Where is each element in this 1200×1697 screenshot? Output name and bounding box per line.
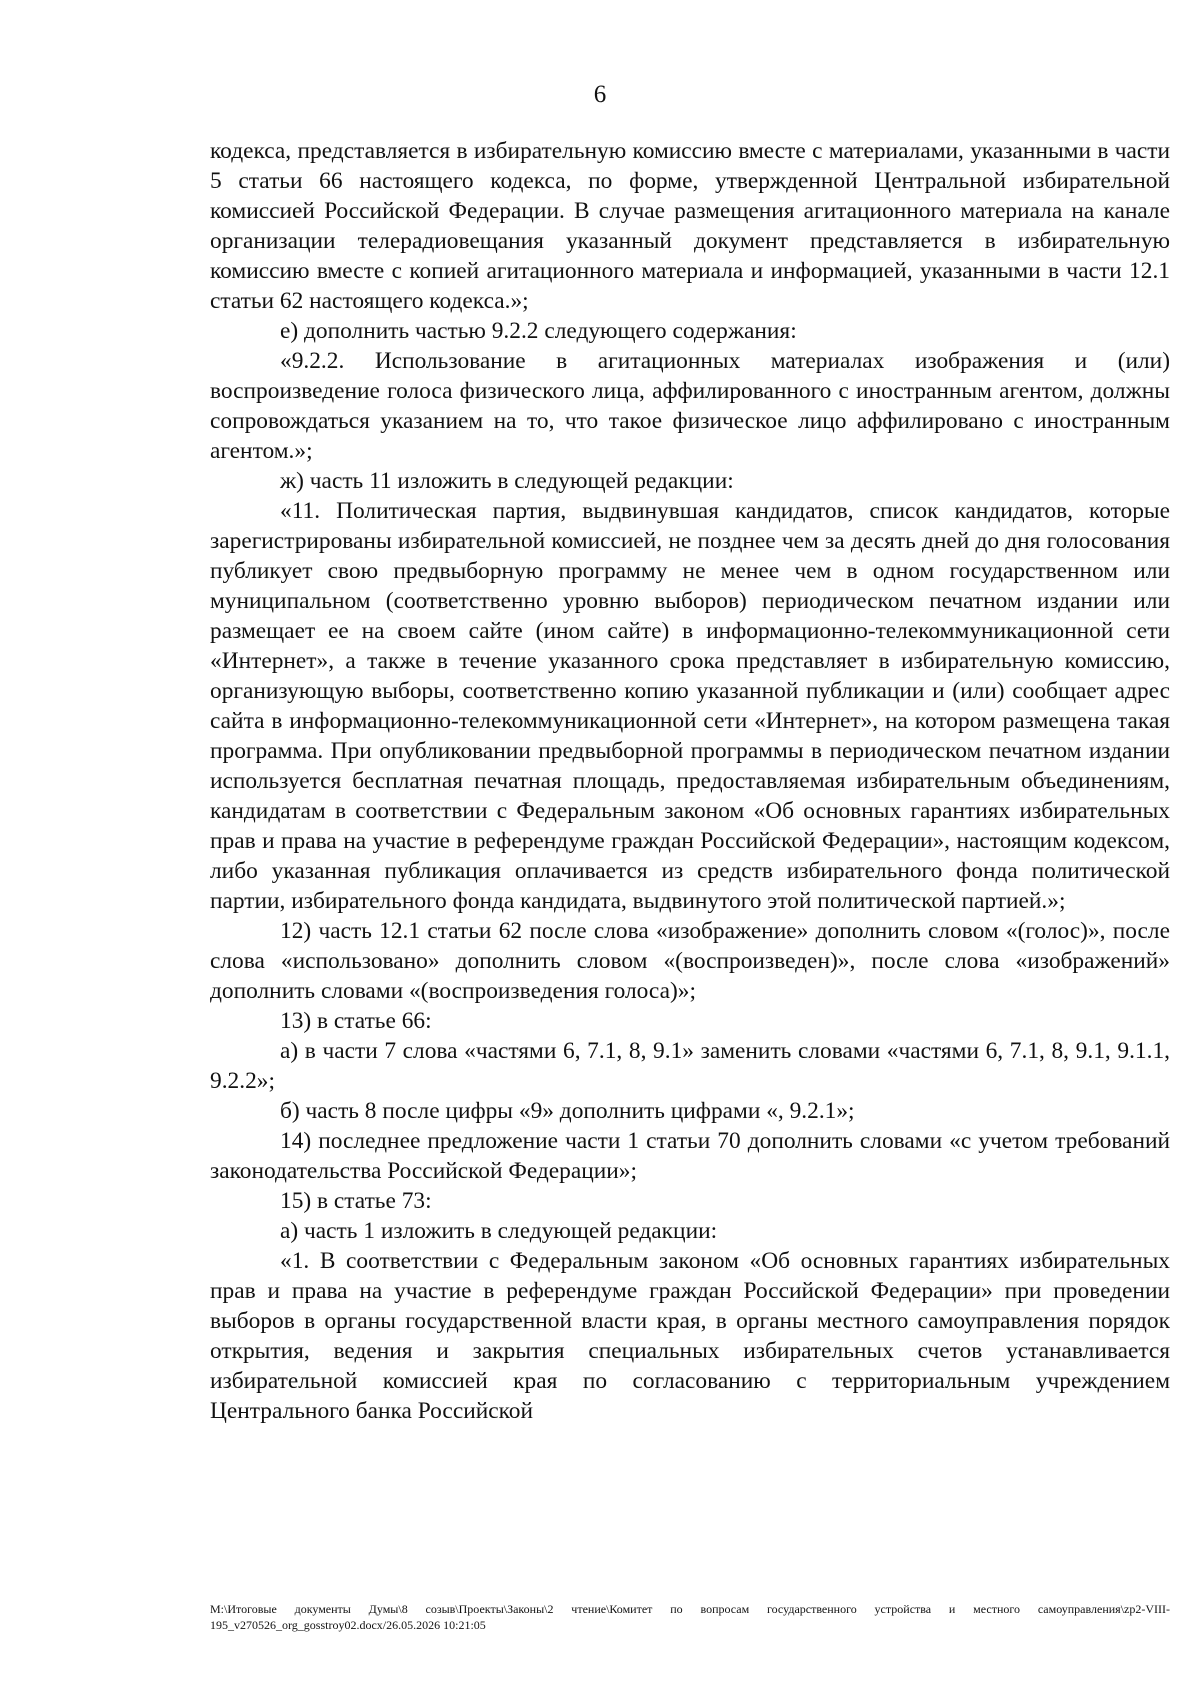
paragraph-item-15-a: а) часть 1 изложить в следующей редакции:: [280, 1218, 718, 1244]
document-body: [210, 136, 1170, 1426]
paragraph-item-12: 12) часть 12.1 статьи 62 после слова «изображение» дополнить словом «(голос)», после слова «использовано» дополнить словом «(воспроизведен)», после слова «изображений» дополнить словами «(воспроизведения голоса)»;: [210, 918, 1170, 1004]
paragraph-item-14: 14) последнее предложение части 1 статьи 70 дополнить словами «с учетом требований законодательства Российской Федерации»;: [210, 1128, 1170, 1184]
file-path-footer: M:\Итоговые документы Думы\8 созыв\Проекты\Законы\2 чтение\Комитет по вопросам государственного устройства и местного самоуправления\zp2-VIII-195_v270526_org_gosstroy02.docx/26.05.2026 10:21:05: [210, 1602, 1170, 1632]
paragraph-item-13: 13) в статье 66:: [280, 1008, 432, 1034]
paragraph-quote-9-2-2: «9.2.2. Использование в агитационных материалах изображения и (или) воспроизведение голоса физического лица, аффилированного с иностранным агентом, должны сопровождаться указанием на то, что такое физическое лицо аффилировано с иностранным агентом.»;: [210, 348, 1170, 464]
paragraph-quote-1: «1. В соответствии с Федеральным законом «Об основных гарантиях избирательных прав и права на участие в референдуме граждан Российской Федерации» при проведении выборов в органы государственной власти края, в органы местного самоуправления порядок открытия, ведения и закрытия специальных избирательных счетов устанавливается избирательной комиссией края по согласованию с территориальным учреждением Центрального банка Российской: [210, 1248, 1170, 1424]
paragraph-quote-11: «11. Политическая партия, выдвинувшая кандидатов, список кандидатов, которые зарегистрированы избирательной комиссией, не позднее чем за десять дней до дня голосования публикует свою предвыборную программу не менее чем в одном государственном или муниципальном (соответственно уровню выборов) периодическом печатном издании или размещает ее на своем сайте (ином сайте) в информационно-телекоммуникационной сети «Интернет», а также в течение указанного срока представляет в избирательную комиссию, организующую выборы, соответственно копию указанной публикации и (или) сообщает адрес сайта в информационно-телекоммуникационной сети «Интернет», на котором размещена такая программа. При опубликовании предвыборной программы в периодическом печатном издании используется бесплатная печатная площадь, предоставляемая избирательным объединениям, кандидатам в соответствии с Федеральным законом «Об основных гарантиях избирательных прав и права на участие в референдуме граждан Российской Федерации», настоящим кодексом, либо указанная публикация оплачивается из средств избирательного фонда политической партии, избирательного фонда кандидата, выдвинутого этой политической партией.»;: [210, 498, 1170, 914]
page-number: 6: [593, 81, 607, 108]
paragraph-item-e: е) дополнить частью 9.2.2 следующего содержания:: [280, 318, 797, 344]
paragraph-item-13-b: б) часть 8 после цифры «9» дополнить цифрами «, 9.2.1»;: [280, 1098, 855, 1124]
paragraph-item-15: 15) в статье 73:: [280, 1188, 432, 1214]
paragraph-item-13-a: а) в части 7 слова «частями 6, 7.1, 8, 9.1» заменить словами «частями 6, 7.1, 8, 9.1, 9.1.1, 9.2.2»;: [210, 1038, 1170, 1094]
paragraph-item-zh: ж) часть 11 изложить в следующей редакции:: [280, 468, 734, 494]
paragraph-continuation: кодекса, представляется в избирательную комиссию вместе с материалами, указанными в части 5 статьи 66 настоящего кодекса, по форме, утвержденной Центральной избирательной комиссией Российской Федерации. В случае размещения агитационного материала на канале организации телерадиовещания указанный документ представляется в избирательную комиссию вместе с копией агитационного материала и информацией, указанными в части 12.1 статьи 62 настоящего кодекса.»;: [210, 138, 1170, 314]
